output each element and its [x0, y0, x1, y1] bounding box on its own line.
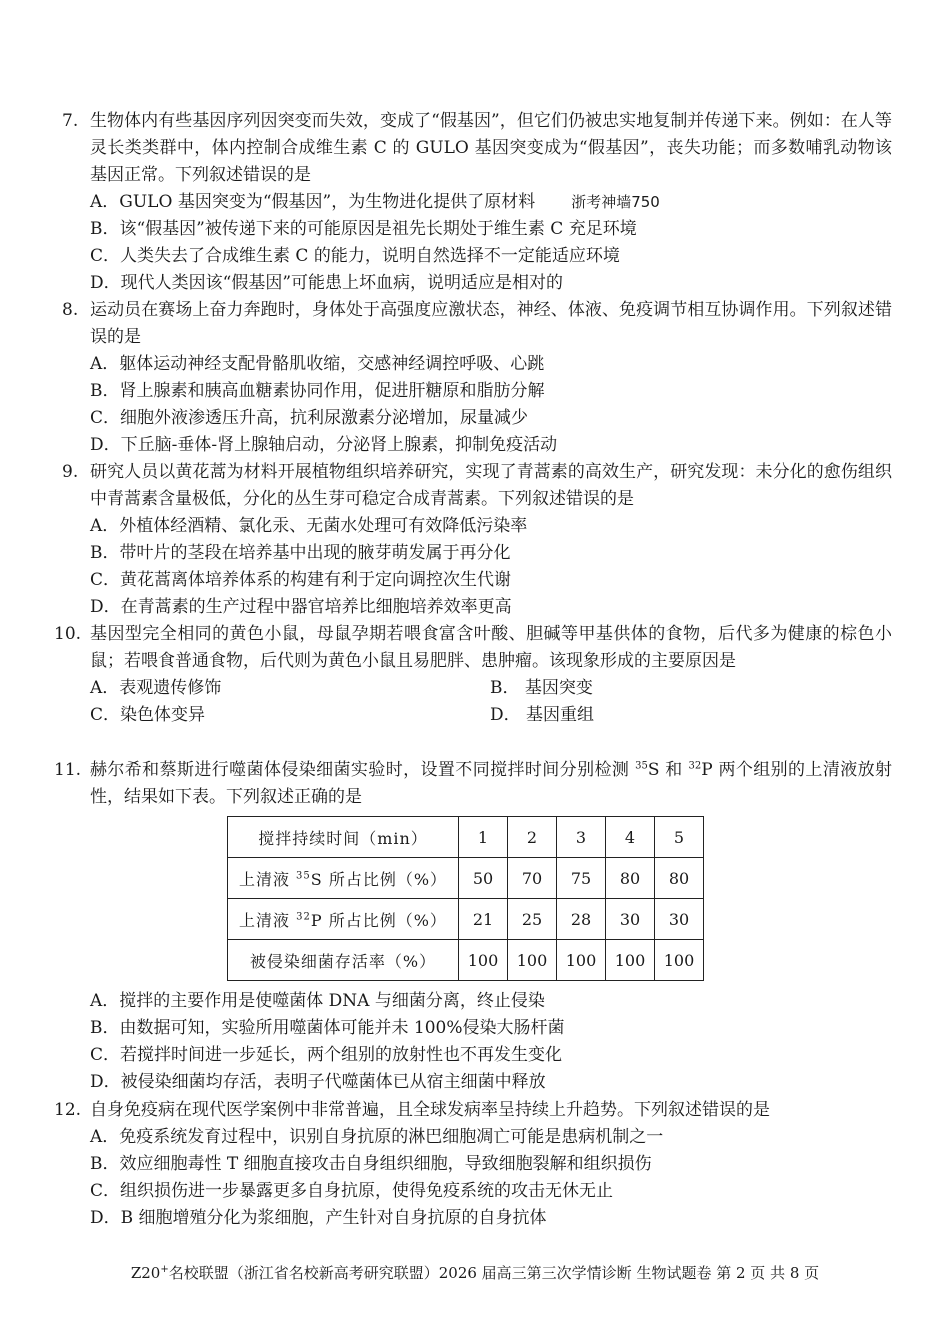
- table-cell: 5: [655, 817, 704, 858]
- table-cell: 80: [606, 858, 655, 899]
- footer-brand: Z20: [130, 1264, 161, 1282]
- option-d: D．B 细胞增殖分化为浆细胞，产生针对自身抗原的自身抗体: [90, 1208, 547, 1228]
- table-cell: 2: [508, 817, 557, 858]
- option-b: B．带叶片的茎段在培养基中出现的腋芽萌发属于再分化: [90, 543, 511, 563]
- option-b: B．由数据可知，实验所用噬菌体可能并未 100%侵染大肠杆菌: [90, 1018, 565, 1038]
- question-12: [54, 1097, 892, 1232]
- table-row: [228, 817, 704, 858]
- option-c: C．若搅拌时间进一步延长，两个组别的放射性也不再发生变化: [90, 1045, 563, 1065]
- table-cell: 30: [606, 899, 655, 940]
- question-number: 9.: [62, 462, 79, 482]
- option-a: A．免疫系统发育过程中，识别自身抗原的淋巴细胞凋亡可能是患病机制之一: [90, 1127, 664, 1147]
- table-cell: 75: [557, 858, 606, 899]
- table-cell: 21: [459, 899, 508, 940]
- question-11-options: [62, 988, 892, 1096]
- question-stem: 赫尔希和蔡斯进行噬菌体侵染细菌实验时，设置不同搅拌时间分别检测 $^{35}$S 和 $^{32}$P 两个组别的上清液放射性，结果如下表。下列叙述正确的是: [90, 760, 893, 807]
- option-d: D． 基因重组: [490, 705, 595, 725]
- option-a: A．搅拌的主要作用是使噬菌体 DNA 与细菌分离，终止侵染: [90, 991, 545, 1011]
- option-b: B．该“假基因”被传递下来的可能原因是祖先长期处于维生素 C 充足环境: [90, 219, 637, 239]
- row-header-survival: 被侵染细菌存活率（%）: [228, 940, 459, 981]
- option-b: B．效应细胞毒性 T 细胞直接攻击自身组织细胞，导致细胞裂解和组织损伤: [90, 1154, 652, 1174]
- option-c: C．组织损伤进一步暴露更多自身抗原，使得免疫系统的攻击无休无止: [90, 1181, 614, 1201]
- question-number: 7.: [62, 111, 79, 131]
- option-b: B． 基因突变: [490, 678, 593, 698]
- table-cell: 70: [508, 858, 557, 899]
- table-cell: 80: [655, 858, 704, 899]
- watermark-note: 浙考神墙750: [571, 193, 660, 211]
- options-row-2: [62, 702, 892, 729]
- question-stem: 基因型完全相同的黄色小鼠，母鼠孕期若喂食富含叶酸、胆碱等甲基供体的食物，后代多为健康的棕色小鼠；若喂食普通食物，后代则为黄色小鼠且易肥胖、患肿瘤。该现象形成的主要原因是: [90, 624, 892, 671]
- row-header-time: 搅拌持续时间（min）: [228, 817, 459, 858]
- table-cell: 100: [655, 940, 704, 981]
- option-a: A．躯体运动神经支配骨骼肌收缩，交感神经调控呼吸、心跳: [90, 354, 545, 374]
- question-stem: 研究人员以黄花蒿为材料开展植物组织培养研究，实现了青蒿素的高效生产，研究发现：未分化的愈伤组织中青蒿素含量极低，分化的丛生芽可稳定合成青蒿素。下列叙述错误的是: [90, 462, 892, 509]
- footer-text: 名校联盟（浙江省名校新高考研究联盟）2026 届高三第三次学情诊断 生物试题卷 第 2 页 共 8 页: [168, 1264, 820, 1282]
- question-stem: 自身免疫病在现代医学案例中非常普遍，且全球发病率呈持续上升趋势。下列叙述错误的是: [90, 1100, 770, 1120]
- question-number: 12.: [54, 1100, 82, 1120]
- question-stem: 生物体内有些基因序列因突变而失效，变成了“假基因”，但它们仍被忠实地复制并传递下来。例如：在人等灵长类类群中，体内控制合成维生素 C 的 GULO 基因突变成为“假基因”，丧失功能；而多数哺乳动物该基因正常。下列叙述错误的是: [90, 111, 892, 185]
- table-cell: 100: [557, 940, 606, 981]
- table-cell: 50: [459, 858, 508, 899]
- question-number: 11.: [54, 760, 82, 780]
- option-d: D．现代人类因该“假基因”可能患上坏血病，说明适应是相对的: [90, 273, 564, 293]
- question-7: [62, 108, 892, 297]
- table-cell: 100: [459, 940, 508, 981]
- table-row: [228, 858, 704, 899]
- option-d: D．下丘脑-垂体-肾上腺轴启动，分泌肾上腺素，抑制免疫活动: [90, 435, 558, 455]
- question-8: [62, 297, 892, 459]
- option-a: A．表观遗传修饰: [90, 678, 222, 698]
- question-number: 10.: [54, 624, 82, 644]
- footer-brand-sup: +: [160, 1264, 169, 1275]
- option-a: A．外植体经酒精、氯化汞、无菌水处理可有效降低污染率: [90, 516, 528, 536]
- question-11: [54, 757, 893, 811]
- table-cell: 4: [606, 817, 655, 858]
- row-header-s35: 上清液 $^{35}$S 所占比例（%）: [228, 858, 459, 899]
- options-row-1: [62, 675, 892, 702]
- option-c: C．细胞外液渗透压升高，抗利尿激素分泌增加，尿量减少: [90, 408, 529, 428]
- results-table: [227, 816, 704, 981]
- option-b: B．肾上腺素和胰高血糖素协同作用，促进肝糖原和脂肪分解: [90, 381, 545, 401]
- question-number: 8.: [62, 300, 79, 320]
- table-cell: 100: [508, 940, 557, 981]
- table-cell: 1: [459, 817, 508, 858]
- row-header-p32: 上清液 $^{32}$P 所占比例（%）: [228, 899, 459, 940]
- option-a: [62, 189, 892, 216]
- table-cell: 28: [557, 899, 606, 940]
- option-c: C．人类失去了合成维生素 C 的能力，说明自然选择不一定能适应环境: [90, 246, 620, 266]
- option-d: D．在青蒿素的生产过程中器官培养比细胞培养效率更高: [90, 597, 512, 617]
- table-cell: 3: [557, 817, 606, 858]
- table-cell: 25: [508, 899, 557, 940]
- option-c: C．黄花蒿离体培养体系的构建有利于定向调控次生代谢: [90, 570, 512, 590]
- option-c: C．染色体变异: [90, 705, 206, 725]
- table-cell: 30: [655, 899, 704, 940]
- question-9: [62, 459, 892, 621]
- question-stem: 运动员在赛场上奋力奔跑时，身体处于高强度应激状态，神经、体液、免疫调节相互协调作用。下列叙述错误的是: [90, 300, 892, 347]
- table-row: [228, 899, 704, 940]
- table-cell: 100: [606, 940, 655, 981]
- table-row: [228, 940, 704, 981]
- question-10: [54, 621, 892, 729]
- option-a-text: A．GULO 基因突变为“假基因”，为生物进化提供了原材料: [90, 192, 536, 212]
- option-d: D．被侵染细菌均存活，表明子代噬菌体已从宿主细菌中释放: [90, 1072, 546, 1092]
- page-footer: [0, 1262, 950, 1283]
